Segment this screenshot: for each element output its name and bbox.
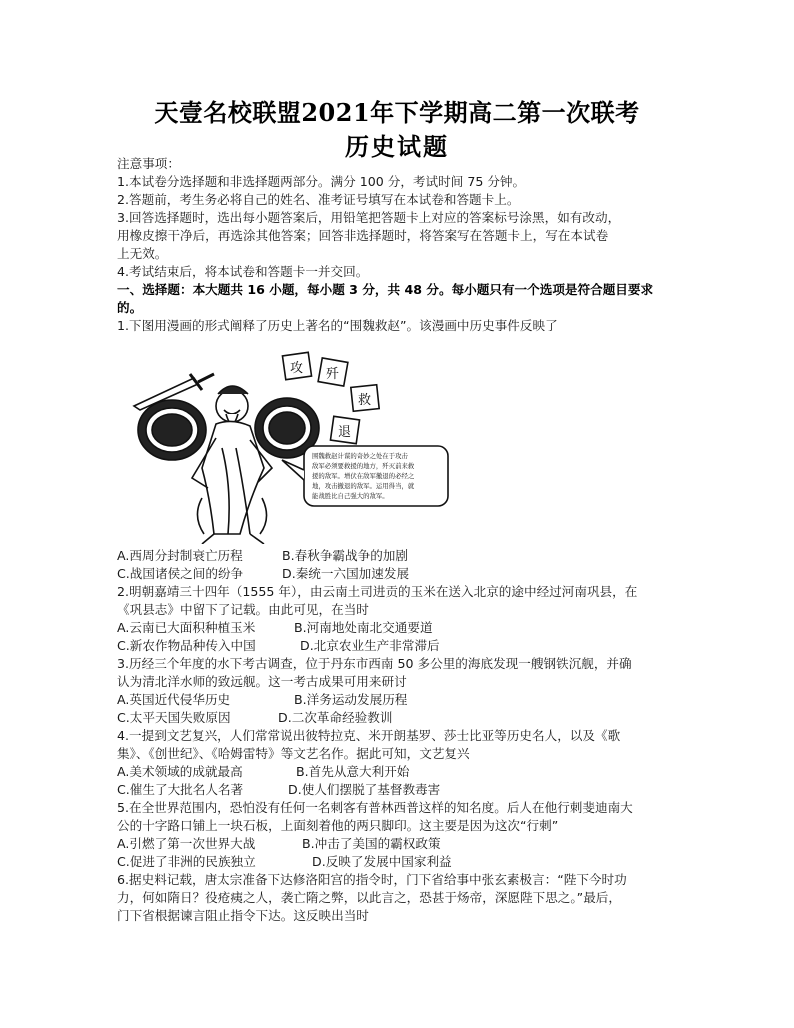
question-2-stem: 《巩县志》中留下了记载。由此可见，在当时: [117, 602, 369, 617]
question-1-stem: 1.下图用漫画的形式阐释了历史上著名的“围魏救赵”。该漫画中历史事件反映了: [117, 318, 558, 333]
q4-option-b: B.首先从意大利开始: [296, 764, 410, 779]
q3-option-b: B.洋务运动发展历程: [294, 692, 408, 707]
notice-item: 上无效。: [117, 246, 168, 261]
q4-option-c: C.催生了大批名人名著: [117, 782, 244, 797]
question-6-stem: 力，何如隋日？役疮痍之人，袭亡隋之弊，以此言之，恐甚于炀帝，深愿陛下思之。”最后，: [117, 890, 621, 905]
q3-option-d: D.二次革命经验教训: [278, 710, 393, 725]
cartoon-char: 歼: [326, 367, 340, 382]
question-6-stem: 6.据史料记载，唐太宗准备下达修洛阳宫的指令时，门下省给事中张玄素极言：“陛下今时功: [117, 872, 627, 887]
section-heading: 一、选择题：本大题共 16 小题，每小题 3 分，共 48 分。每小题只有一个选项是符合题目要求: [117, 282, 654, 297]
q3-option-a: A.英国近代侵华历史: [117, 692, 231, 707]
cartoon-figure: [132, 348, 452, 544]
question-4-stem: 集》、《创世纪》、《哈姆雷特》等文艺名作。据此可知，文艺复兴: [117, 746, 470, 761]
question-6-stem: 门下省根据谏言阻止指令下达。这反映出当时: [117, 908, 369, 923]
q2-option-a: A.云南已大面积种植玉米: [117, 620, 256, 635]
cartoon-illustration: [132, 348, 452, 544]
q2-option-d: D.北京农业生产非常滞后: [300, 638, 440, 653]
question-2-stem: 2.明朝嘉靖三十四年（1555 年），由云南土司进贡的玉米在送入北京的途中经过河南巩县，在: [117, 584, 638, 599]
question-5-stem: 5.在全世界范围内，恐怕没有任何一名刺客有普林西普这样的知名度。后人在他行刺斐迪南大: [117, 800, 633, 815]
bubble-line: 敌军必须要救援的地方，歼灭前来救: [312, 462, 415, 470]
question-5-stem: 公的十字路口铺上一块石板，上面刻着他的两只脚印。这主要是因为这次“行刺”: [117, 818, 559, 833]
notice-item: 3.回答选择题时，选出每小题答案后，用铅笔把答题卡上对应的答案标号涂黑，如有改动，: [117, 210, 621, 225]
cartoon-char: 攻: [290, 361, 304, 376]
q5-option-d: D.反映了发展中国家利益: [312, 854, 452, 869]
q3-option-c: C.太平天国失败原因: [117, 710, 231, 725]
notice-item: 用橡皮擦干净后，再选涂其他答案；回答非选择题时，将答案写在答题卡上，写在本试卷: [117, 228, 609, 243]
q1-option-d: D.秦统一六国加速发展: [282, 566, 410, 581]
notice-item: 4.考试结束后，将本试卷和答题卡一并交回。: [117, 264, 369, 279]
question-3-stem: 3.历经三个年度的水下考古调查，位于丹东市西南 50 多公里的海底发现一艘钢铁沉舰，并确: [117, 656, 632, 671]
q2-option-b: B.河南地处南北交通要道: [294, 620, 433, 635]
q1-option-b: B.春秋争霸战争的加剧: [282, 548, 408, 563]
question-3-stem: 认为清北洋水师的致远舰。这一考古成果可用来研讨: [117, 674, 407, 689]
bubble-line: 能战胜比自己强大的敌军。: [312, 492, 389, 500]
q2-option-c: C.新农作物品种传入中国: [117, 638, 256, 653]
q5-option-a: A.引燃了第一次世界大战: [117, 836, 256, 851]
bubble-line: 围魏救赵计谋的奇妙之处在于攻击: [312, 452, 408, 460]
q1-option-c: C.战国诸侯之间的纷争: [117, 566, 244, 581]
bubble-line: 援的敌军。增伏在敌军撤退的必经之: [312, 472, 415, 480]
q5-option-c: C.促进了非洲的民族独立: [117, 854, 256, 869]
q1-option-a: A.西周分封制衰亡历程: [117, 548, 243, 563]
question-4-stem: 4.一提到文艺复兴，人们常常说出彼特拉克、米开朗基罗、莎士比亚等历史名人，以及《歌: [117, 728, 621, 743]
q4-option-d: D.使人们摆脱了基督教毒害: [288, 782, 441, 797]
section-heading-cont: 的。: [117, 300, 143, 315]
q5-option-b: B.冲击了美国的霸权政策: [302, 836, 441, 851]
exam-title: 天壹名校联盟2021年下学期高二第一次联考: [154, 98, 640, 127]
notice-heading: 注意事项：: [117, 156, 180, 171]
q4-option-a: A.美术领域的成就最高: [117, 764, 243, 779]
notice-item: 2.答题前，考生务必将自己的姓名、准考证号填写在本试卷和答题卡上。: [117, 192, 520, 207]
cartoon-char: 退: [338, 425, 352, 440]
exam-subtitle: 历史试题: [345, 132, 449, 161]
notice-item: 1.本试卷分选择题和非选择题两部分。满分 100 分，考试时间 75 分钟。: [117, 174, 526, 189]
bubble-line: 地，攻击撤退的敌军。运用得当，就: [312, 482, 415, 490]
cartoon-char: 救: [358, 393, 372, 408]
